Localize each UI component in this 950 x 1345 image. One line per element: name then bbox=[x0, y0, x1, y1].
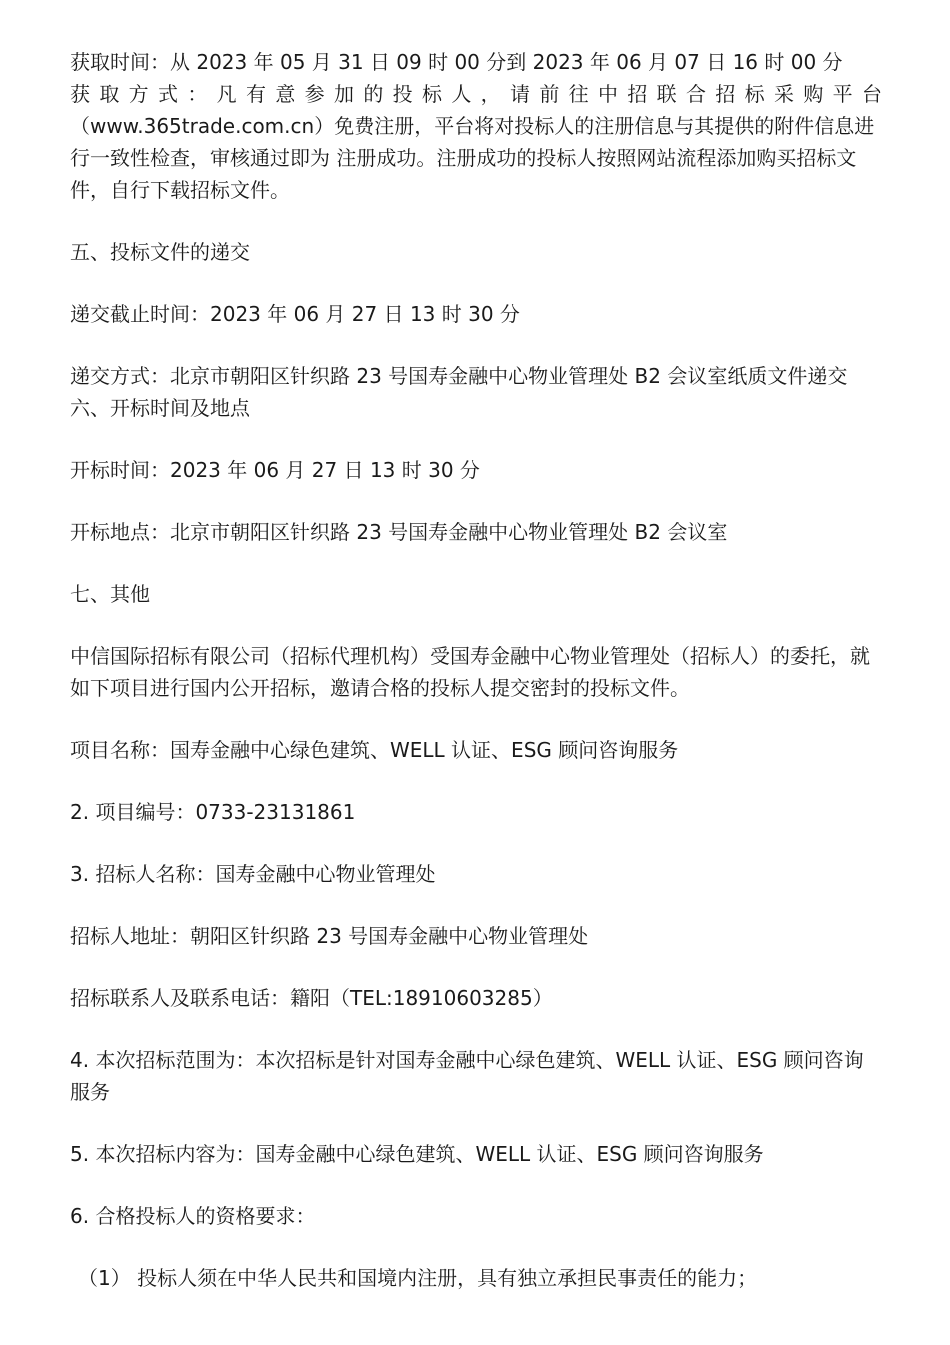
tenderer-address: 招标人地址：朝阳区针织路 23 号国寿金融中心物业管理处 bbox=[70, 924, 589, 948]
submit-method: 递交方式：北京市朝阳区针织路 23 号国寿金融中心物业管理处 B2 会议室纸质文件递交 六、开标时间及地点 bbox=[70, 364, 848, 420]
project-number: 2. 项目编号：0733-23131861 bbox=[70, 800, 356, 824]
submit-deadline: 递交截止时间：2023 年 06 月 27 日 13 时 30 分 bbox=[70, 302, 520, 326]
tenderer-contact: 招标联系人及联系电话：籍阳（TEL:18910603285） bbox=[70, 986, 553, 1010]
tender-scope: 4. 本次招标范围为：本次招标是针对国寿金融中心绿色建筑、WELL 认证、ESG 顾问咨询服务 bbox=[70, 1048, 864, 1104]
intro-paragraph: 中信国际招标有限公司（招标代理机构）受国寿金融中心物业管理处（招标人）的委托，就如下项目进行国内公开招标，邀请合格的投标人提交密封的投标文件。 bbox=[70, 644, 870, 700]
document-page bbox=[70, 46, 882, 1294]
acquire-method-line1: 获 取 方 式 ： 凡 有 意 参 加 的 投 标 人 ， 请 前 往 中 招 联 合 招 标 采 购 平 台 bbox=[70, 82, 882, 106]
acquire-method-rest: （www.365trade.com.cn）免费注册，平台将对投标人的注册信息与其提供的附件信息进行一致性检查，审核通过即为 注册成功。注册成功的投标人按照网站流程添加购买招标文件，自行下载招标文件。 bbox=[70, 114, 875, 202]
tenderer-name: 3. 招标人名称：国寿金融中心物业管理处 bbox=[70, 862, 436, 886]
opening-time: 开标时间：2023 年 06 月 27 日 13 时 30 分 bbox=[70, 458, 480, 482]
qualification-item-1: （1） 投标人须在中华人民共和国境内注册，具有独立承担民事责任的能力； bbox=[78, 1266, 758, 1290]
section-5-title: 五、投标文件的递交 bbox=[70, 240, 250, 264]
tender-content: 5. 本次招标内容为：国寿金融中心绿色建筑、WELL 认证、ESG 顾问咨询服务 bbox=[70, 1142, 764, 1166]
project-name: 项目名称：国寿金融中心绿色建筑、WELL 认证、ESG 顾问咨询服务 bbox=[70, 738, 679, 762]
acquire-time: 获取时间：从 2023 年 05 月 31 日 09 时 00 分到 2023 年 06 月 07 日 16 时 00 分 bbox=[70, 50, 843, 74]
acquire-method bbox=[70, 78, 882, 206]
qualification-title: 6. 合格投标人的资格要求： bbox=[70, 1204, 316, 1228]
opening-place: 开标地点：北京市朝阳区针织路 23 号国寿金融中心物业管理处 B2 会议室 bbox=[70, 520, 728, 544]
section-7-title: 七、其他 bbox=[70, 582, 150, 606]
